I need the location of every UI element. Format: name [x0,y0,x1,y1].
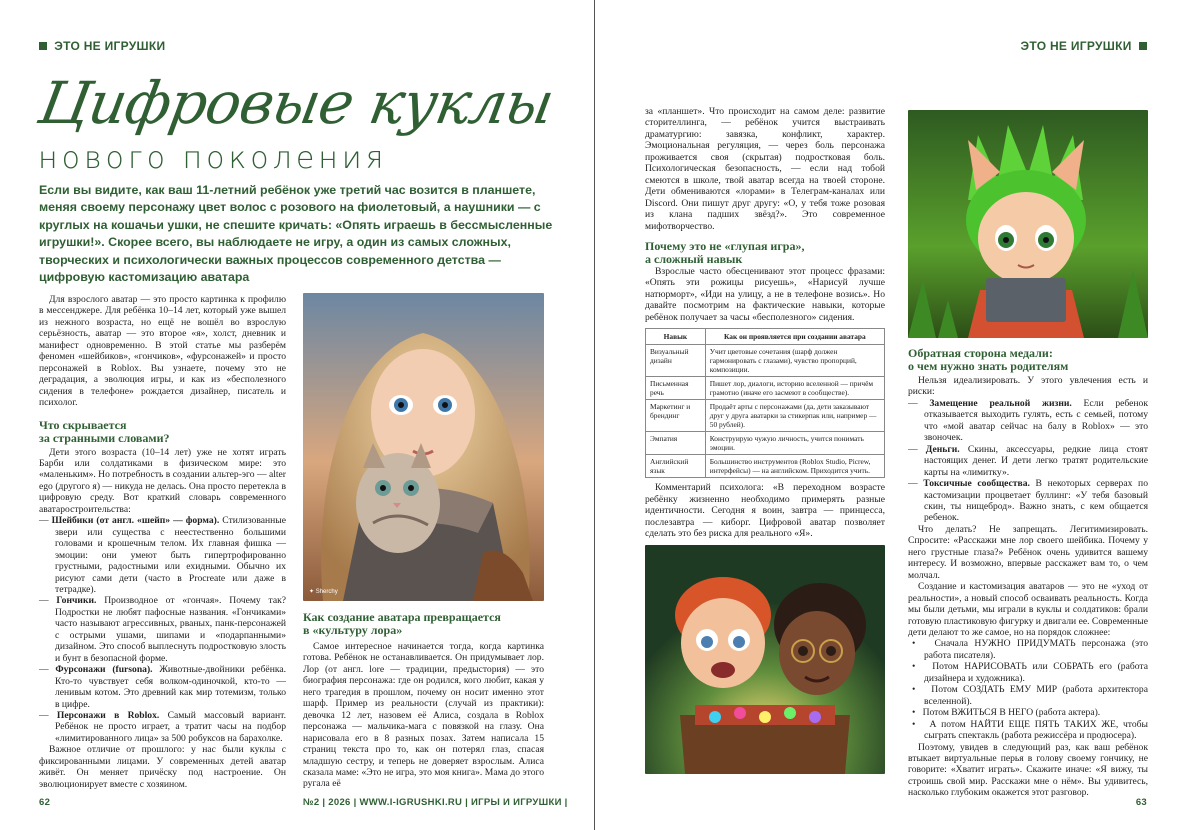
body-paragraph: Важное отличие от прошлого: у нас были куклы с фиксированными лицами. У современных детей аватар живёт. Он меняет причёску под настроение. Он эволюционирует вместе с хозяином. [39,744,286,790]
intro-paragraph: Для взрослого аватар — это просто картинка к профилю в мессенджере. Для ребёнка 10–14 лет, который уже вышел из нежного возраста, но ещё не вошёл во взрослую серьёзность, аватар — это второе «я», холст, дневник и манифест одновременно. В этой статье мы разберём феномен «шейбиков», «гончиков», «фурсонажей» и просто персонажей в Roblox. Вы узнаете, почему это не деградация, а эволюция игры, и как из «бесполезного сидения в телефоне» рождается дизайнер, писатель и психолог. [39,294,286,409]
risk-item: — Деньги. Скины, аксессуары, редкие лица стоят настоящих денег. И дети легко тратят родительские карты на «лимитку». [908,443,1148,478]
column-3 [645,106,885,540]
body-paragraph: Взрослые часто обесценивают этот процесс фразами: «Опять эти рожицы рисуешь», «Нарисуй лучше натюрморт», «Иди на улицу, а не в телефоне возись». Но давайте посмотрим на фактические навыки, которые ребёнок получает за часы «бесполезного» сидения. [645,265,885,323]
title-script: Цифровые куклы [34,69,559,137]
term-item: — Персонажи в Roblox. Самый массовый вариант. Ребёнок не просто играет, а тратит часы на подбор «лимитированного лица» за 500 робуксов на барахолке. [39,709,287,744]
table-row: Маркетинг и брендинг Продаёт арты с персонажами (да, дети заказывают друг у друга аватарки за стикерпак или, например — 50 рублей). [646,400,885,432]
body-paragraph: Что делать? Не запрещать. Легитимизировать. Спросите: «Расскажи мне лор своего шейбика. Почему у него грустные глаза?» Ребёнок очень удивится вашему интересу. И возможно, впервые расскажет вам то, о чем молчал. [908,523,1148,581]
term-item: — Фурсонажи (fursona). Животные-двойники ребёнка. Кто-то чувствует себя волком-одиночкой, кто-то — ленивым котом. Это древний как мир тотемизм, только в цифре. [39,664,287,710]
column-2 [303,611,544,790]
list-item: • А потом НАЙТИ ЕЩЕ ПЯТЬ ТАКИХ ЖЕ, чтобы сыграть спектакль (работа режиссёра и продюсера). [912,718,1148,742]
table-header-row: Навык Как он проявляется при создании аватара [646,329,885,345]
column-4 [908,347,1148,799]
body-paragraph: Комментарий психолога: «В переходном возрасте ребёнку жизненно необходимо примерять разные идентичности. Сегодня я воин, завтра — принцесса, послезавтра — киборг. Цифровой аватар позволяет сделать это без риска для реального «Я». [645,482,885,540]
table-row: Английский язык Большинство инструментов (Roblox Studio, Picrew, интерфейсы) — на английском. Приходится учить. [646,455,885,478]
list-item: • Потом СОЗДАТЬ ЕМУ МИР (работа архитектора вселенной). [912,684,1148,707]
kids-treasure-chest-illustration [645,545,885,774]
table-row: Письменная речь Пишет лор, диалоги, историю вселенной — причём грамотно (иначе его засмеют в сообществе). [646,377,885,400]
body-paragraph: Поэтому, увидев в следующий раз, как ваш ребёнок втыкает виртуальные перья в голову своему гончику, не говорите: «Хватит играть». Скажите иначе: «Я вижу, ты строишь свой мир. Расскажи мне о нём». Вы удивитесь, насколько глубоким окажется этот разговор. [908,741,1148,799]
list-item: • Сначала НУЖНО ПРИДУМАТЬ персонажа (это работа писателя). [912,638,1148,661]
heading-lore-culture: Как создание аватара превращается в «культуру лора» [303,610,501,637]
lead-paragraph: Если вы видите, как ваш 11-летний ребёнок уже третий час возится в планшете, меняя своему персонажу цвет волос с розового на фиолетовый, а наушники — с круглых на кошачьи ушки, не спешите кричать: «Опять играешь в бессмысленные игрушки!». Скорее всего, вы наблюдаете не игру, а один из самых сложных, творческих и психологически важных процессов современного детства — цифровую кастомизацию аватара [39,183,553,285]
title-sub: нового поколения [38,141,388,176]
girl-with-kitten-illustration [303,293,544,601]
body-paragraph: за «планшет». Что происходит на самом деле: развитие сторителлинга, — ребёнок учится выстраивать драматургию: завязка, конфликт, характер. Эмоциональная регуляция, — через боль персонажа проживается своя (скрытая) подростковая боль. Психологическая безопасность, — если над тобой смеются в школе, твой аватар всегда на твоей стороне. Дети обмениваются «лорами» в Телеграм-каналах или Discord. Они пишут друг другу: «О, у тебя тоже розовая из клана падших звёзд?». Это современное мифотворчество. [645,106,885,232]
body-paragraph: Самое интересное начинается тогда, когда картинка готова. Ребёнок не останавливается. Он придумывает лор. Лор (от англ. lore — традиции, предыстория) — это биография персонажа: где он родился, кого любит, какая у него трагедия в прошлом, почему он носит именно этот шарф. Пример из реальности (случай из практики): девочка 12 лет, назовем её Алиса, создала в Roblox персонажа — мальчика-мага с повязкой на глазу. Она нарисовала его в 8 разных позах. Затем написала 15 страниц текста про то, как он потерял глаз, спасая младшую сестру, и теперь не доверяет взрослым. Алиса сказала маме: «Это не игра, это моя книга». Мама до этого ругала её [303,641,544,790]
square-icon [1139,42,1147,50]
body-paragraph: Нельзя идеализировать. У этого увлечения есть и риски: [908,375,1148,398]
heading-other-side: Обратная сторона медали: о чем нужно знать родителям [908,346,1069,373]
page-number-left: 62 [39,797,51,808]
table-row: Визуальный дизайн Учит цветовые сочетания (шарф должен гармонировать с глазами), чувство пропорций, композиции. [646,345,885,377]
column-1 [39,294,286,790]
list-item: • Потом НАРИСОВАТЬ или СОБРАТЬ его (работа дизайнера и художника). [912,661,1148,684]
table-row: Эмпатия Конструирую чужую личность, учится понимать эмоции. [646,432,885,455]
image-credit: ✦ Sherchy [309,589,338,595]
risk-item: — Токсичные сообщества. В некоторых серверах по кастомизации процветает буллинг: «У тебя базовый скин, ты нищеброд». Важно знать, с кем общается ребенок. [908,478,1148,524]
risk-item: — Замещение реальной жизни. Если ребенок отказывается выходить гулять, есть с семьей, потому что «мой аватар сейчас на балу в Roblox» — это звоночек. [908,397,1148,444]
page-number-right: 63 [1135,797,1147,808]
body-paragraph: Создание и кастомизация аватаров — это не «уход от реальности», а новый способ осваивать реальность. Когда мы были детьми, мы играли в куклы и солдатиков: брали готовую пластиковую фигурку и двигали ее. Современные дети делают то же самое, но на порядок сложнее: [908,581,1148,638]
body-paragraph: Дети этого возраста (10–14 лет) уже не хотят играть Барби или солдатиками в физическом мире: это «маленьким». Но потребность в создании альтер-эго — alter ego (другого я) — никуда не делась. Она просто перетекла в цифровую среду. Вот краткий словарь современного аватаростроительства: [39,446,286,515]
section-tag-left: ЭТО НЕ ИГРУШКИ [39,39,165,53]
section-tag-right: ЭТО НЕ ИГРУШКИ [1021,39,1147,53]
issue-line: №2 | 2026 | WWW.I-IGRUSHKI.RU | ИГРЫ И ИГРУШКИ | [303,797,568,808]
heading-skill: Почему это не «глупая игра», а сложный навык [645,238,805,266]
heading-hidden-words: Что скрывается за странными словами? [39,417,170,445]
term-item: — Гончики. Производное от «гончая». Почему так? Подростки не любят пафосные названия. «Гончиками» часто называют агрессивных, рваных, панк-персонажей с острыми ушами, шипами и «подарпанными» дизайном. Это способ выплеснуть подростковую злость и бунт в безопасной форме. [39,595,286,664]
right-page [596,0,1187,830]
term-item: — Шейбики (от англ. «шейп» — форма). Стилизованные звери или существа с неестественно большими головами и крошечным телом. Их главная фишка — эмоции: они умеют быть гипертрофированно грустными, радостными или ехидными. Обычно их рисуют сами дети (часто в Procreate или даже в тетрадке). [39,515,286,595]
skills-table [645,328,885,478]
green-hair-avatar-illustration [908,110,1148,338]
list-item: • Потом ВЖИТЬСЯ В НЕГО (работа актера). [912,707,1101,719]
square-icon [39,42,47,50]
